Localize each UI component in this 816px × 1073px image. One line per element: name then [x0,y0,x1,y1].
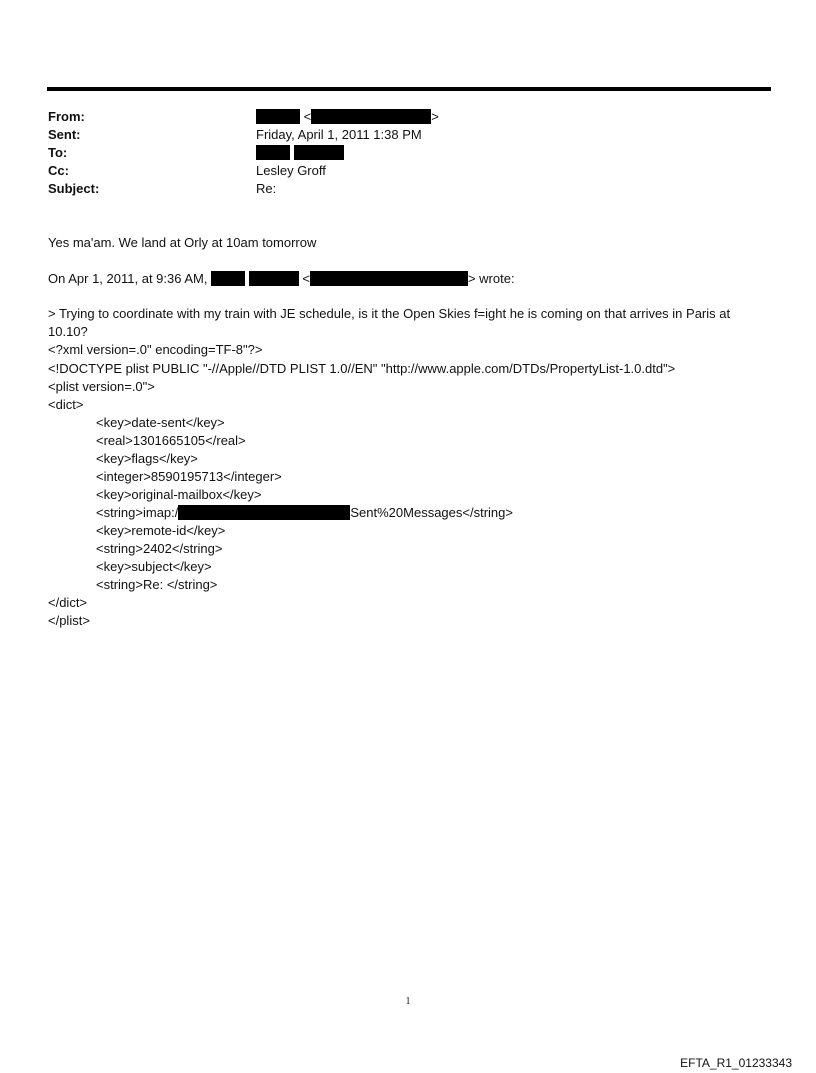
plist-close-line: </plist> [48,613,90,628]
quote-attribution [48,270,515,288]
redaction-block [310,271,468,286]
angle-open: < [302,271,310,286]
plist-entry: <key>subject</key> [96,559,212,574]
quoted-line-1: > Trying to coordinate with my train with JE schedule, is it the Open Skies f=ight he is coming on that arrives in Paris at [48,306,731,321]
to-label: To: [48,145,68,160]
cc-label: Cc: [48,163,69,178]
xml-declaration: <?xml version=.0" encoding=TF-8"?> [48,342,263,357]
plist-entry: <string>Re: </string> [96,577,218,592]
from-value [256,108,439,126]
redaction-block [178,505,350,520]
document-id: EFTA_R1_01233343 [680,1056,792,1070]
dict-open-line: <dict> [48,397,84,412]
plist-entry: <real>1301665105</real> [96,433,246,448]
plist-entry: <integer>8590195713</integer> [96,469,282,484]
quote-suffix: > wrote: [467,271,515,286]
plist-block [48,360,675,630]
plist-entry-imap [48,504,675,522]
subject-value: Re: [256,181,277,196]
redaction-block [311,109,431,124]
plist-entry: <string>2402</string> [96,541,223,556]
quote-prefix: On Apr 1, 2011, at 9:36 AM, [48,271,208,286]
reply-text: Yes ma'am. We land at Orly at 10am tomorrow [48,235,317,250]
redaction-block [256,145,290,160]
from-label: From: [48,109,85,124]
plist-entry: <key>original-mailbox</key> [96,487,262,502]
redaction-block [256,109,300,124]
subject-label: Subject: [48,181,100,196]
plist-entry: <key>flags</key> [96,451,198,466]
plist-open-line: <plist version=.0"> [48,379,155,394]
sent-value: Friday, April 1, 2011 1:38 PM [256,127,422,142]
doctype-line: <!DOCTYPE plist PUBLIC "-//Apple//DTD PLIST 1.0//EN" "http://www.apple.com/DTDs/PropertyList-1.0.dtd"> [48,361,676,376]
redaction-block [294,145,344,160]
dict-close-line: </dict> [48,595,88,610]
to-value [256,144,344,162]
header-rule [47,87,771,91]
plist-entry: <key>date-sent</key> [96,415,225,430]
angle-close: > [431,109,439,124]
redaction-block [211,271,245,286]
imap-suffix: Sent%20Messages</string> [350,505,513,520]
redaction-block [249,271,299,286]
imap-prefix: <string>imap:/ [96,505,179,520]
plist-entry: <key>remote-id</key> [96,523,226,538]
cc-value: Lesley Groff [256,163,326,178]
angle-open: < [303,109,312,124]
page-number: 1 [405,996,411,1007]
sent-label: Sent: [48,127,81,142]
quoted-line-2: 10.10? [48,324,88,339]
